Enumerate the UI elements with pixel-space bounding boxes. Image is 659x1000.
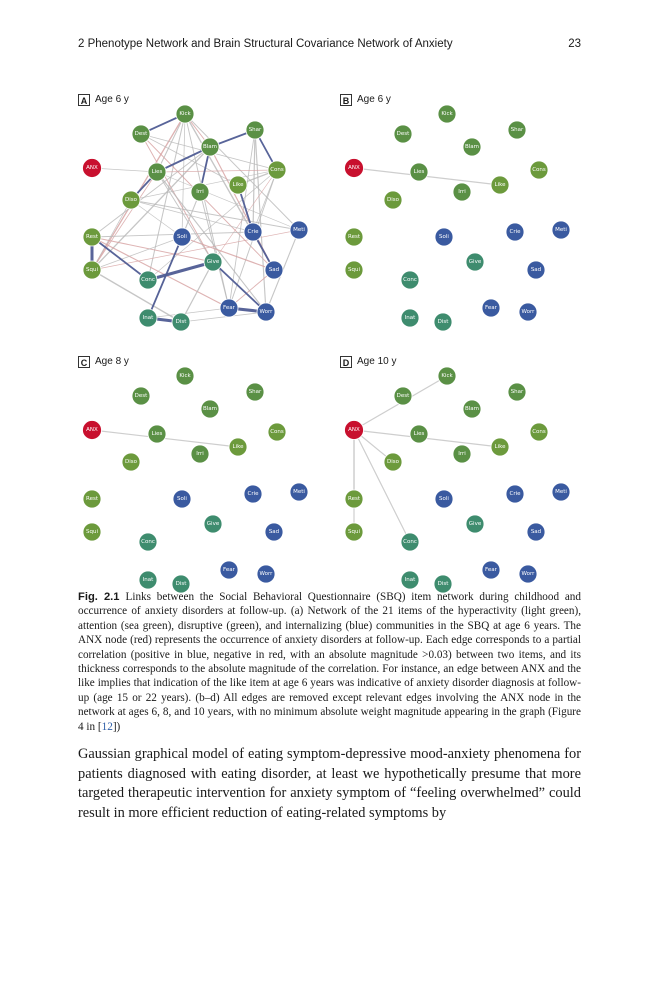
- panel-title: Age 8 y: [95, 356, 129, 367]
- panel-letter: A: [78, 94, 90, 106]
- node-label: ANX: [348, 427, 360, 433]
- network-panel-b: [340, 92, 590, 337]
- node-label: Soli: [177, 234, 187, 240]
- node-dest: [394, 125, 412, 143]
- node-squi: [345, 523, 363, 541]
- node-anx: [83, 159, 102, 178]
- node-label: Diso: [387, 459, 399, 465]
- node-label: Irri: [458, 189, 466, 195]
- node-inat: [401, 309, 419, 327]
- node-cons: [530, 423, 548, 441]
- node-cons: [530, 161, 548, 179]
- node-label: Inat: [404, 315, 416, 321]
- node-label: Give: [468, 259, 482, 265]
- node-worr: [257, 303, 275, 321]
- node-label: Sad: [530, 529, 542, 535]
- node-cons: [268, 423, 286, 441]
- node-blam: [463, 400, 481, 418]
- node-label: ANX: [86, 165, 98, 171]
- node-label: Worr: [521, 309, 535, 315]
- node-kick: [176, 105, 194, 123]
- node-label: Inat: [142, 577, 154, 583]
- node-label: Diso: [387, 197, 399, 203]
- node-conc: [139, 271, 157, 289]
- node-rest: [345, 490, 363, 508]
- node-meti: [290, 483, 308, 501]
- node-label: Meti: [293, 489, 305, 495]
- node-give: [466, 253, 484, 271]
- node-label: Cons: [270, 167, 284, 173]
- node-label: Squi: [348, 267, 360, 273]
- node-soli: [173, 228, 191, 246]
- node-label: Soli: [439, 496, 449, 502]
- node-label: Irri: [458, 451, 466, 457]
- node-label: Blam: [464, 406, 480, 412]
- node-label: Dist: [175, 319, 187, 325]
- figure-caption: [78, 590, 581, 734]
- node-anx: [83, 421, 102, 440]
- node-worr: [519, 565, 537, 583]
- node-label: Inat: [404, 577, 416, 583]
- node-label: Crie: [247, 491, 259, 497]
- node-irri: [191, 445, 209, 463]
- node-label: Conc: [403, 277, 417, 283]
- caption-text-end: ]): [112, 720, 121, 733]
- node-give: [204, 515, 222, 533]
- node-label: Inat: [142, 315, 154, 321]
- node-label: Kick: [441, 373, 453, 379]
- edge-shar-crie: [253, 130, 255, 232]
- panel-title: Age 6 y: [357, 94, 391, 105]
- node-label: Conc: [403, 539, 417, 545]
- node-label: Fear: [223, 567, 235, 573]
- node-label: Lies: [413, 431, 425, 437]
- chapter-title: 2 Phenotype Network and Brain Structural Covariance Network of Anxiety: [78, 38, 453, 50]
- node-dest: [394, 387, 412, 405]
- node-kick: [176, 367, 194, 385]
- node-label: Cons: [532, 167, 546, 173]
- node-soli: [173, 490, 191, 508]
- edge-kick-lies: [157, 114, 185, 172]
- node-lies: [410, 163, 428, 181]
- body-paragraph: Gaussian graphical model of eating symptom-depressive mood-anxiety phenomena for patients diagnosed with eating disorder, at least we hypothetically presume that more targeted therapeutic intervention for anxiety symptom of “feeling overwhelmed” could result in more efficient reduction of eating-related symptoms by: [78, 746, 581, 821]
- node-label: Give: [206, 259, 220, 265]
- node-like: [491, 176, 509, 194]
- node-label: Dest: [396, 131, 410, 137]
- node-dest: [132, 125, 150, 143]
- node-label: Lies: [151, 169, 163, 175]
- node-label: Squi: [86, 267, 98, 273]
- edge-anx-conc: [354, 430, 410, 542]
- node-kick: [438, 367, 456, 385]
- node-label: Sad: [268, 267, 280, 273]
- node-label: Crie: [509, 229, 521, 235]
- node-label: Rest: [348, 496, 360, 502]
- edge-diso-soli: [131, 200, 182, 237]
- node-sad: [265, 261, 283, 279]
- node-label: Shar: [248, 389, 262, 395]
- caption-text: Links between the Social Behavioral Questionnaire (SBQ) item network during childhood and occurrence of anxiety disorders at follow-up. (a) Network of the 21 items of the hyperactivity (light green), attention (sea green), disruptive (green), and internalizing (blue) communities in the SBQ at age 6 years. The ANX node (red) represents the occurrence of anxiety disorders at follow-up. Each edge corresponds to a partial correlation (positive in blue, negative in red, with an absolute magnitude >0.03) between two items, and its thickness corresponds to the absolute magnitude of the correlation. For instance, an edge between ANX and the like implies that indication of the like item at age 6 years was indicative of anxiety disorder diagnosis at follow-up (age 15 or 22 years). (b–d) All edges are removed except relevant edges involving the ANX node in the network at ages 6, 8, and 10 years, with no minimum absolute weight magnitude appearing in the graph (Figure 4 in [: [78, 591, 581, 733]
- node-label: Kick: [179, 111, 191, 117]
- network-panel-a: [78, 92, 328, 337]
- node-label: Fear: [485, 305, 497, 311]
- node-label: Like: [232, 444, 244, 450]
- node-rest: [345, 228, 363, 246]
- node-label: Dest: [134, 131, 148, 137]
- node-blam: [201, 400, 219, 418]
- node-label: Irri: [196, 451, 204, 457]
- node-label: Dist: [175, 581, 187, 587]
- network-graph: [340, 354, 590, 599]
- node-label: Dest: [396, 393, 410, 399]
- node-label: Like: [494, 182, 506, 188]
- node-label: Give: [468, 521, 482, 527]
- node-shar: [246, 121, 264, 139]
- node-anx: [345, 159, 364, 178]
- node-rest: [83, 228, 101, 246]
- node-squi: [345, 261, 363, 279]
- node-inat: [139, 309, 157, 327]
- node-lies: [148, 425, 166, 443]
- node-meti: [290, 221, 308, 239]
- node-kick: [438, 105, 456, 123]
- node-label: Dist: [437, 319, 449, 325]
- panel-title: Age 6 y: [95, 94, 129, 105]
- node-rest: [83, 490, 101, 508]
- node-label: Meti: [293, 227, 305, 233]
- node-soli: [435, 490, 453, 508]
- node-shar: [246, 383, 264, 401]
- node-crie: [244, 223, 262, 241]
- node-label: Dest: [134, 393, 148, 399]
- panel-letter: B: [340, 94, 352, 106]
- node-label: Cons: [532, 429, 546, 435]
- node-dest: [132, 387, 150, 405]
- panel-letter: D: [340, 356, 352, 368]
- panel-letter: C: [78, 356, 90, 368]
- edge-squi-dist: [92, 270, 181, 322]
- node-conc: [139, 533, 157, 551]
- node-blam: [201, 138, 219, 156]
- node-lies: [148, 163, 166, 181]
- node-dist: [172, 313, 190, 331]
- node-label: Sad: [530, 267, 542, 273]
- node-label: Blam: [202, 406, 218, 412]
- node-label: Kick: [179, 373, 191, 379]
- node-inat: [401, 571, 419, 589]
- node-squi: [83, 523, 101, 541]
- panel-title: Age 10 y: [357, 356, 397, 367]
- node-fear: [482, 561, 500, 579]
- node-irri: [453, 183, 471, 201]
- node-give: [204, 253, 222, 271]
- node-label: Soli: [439, 234, 449, 240]
- node-like: [491, 438, 509, 456]
- node-fear: [220, 561, 238, 579]
- node-worr: [257, 565, 275, 583]
- node-inat: [139, 571, 157, 589]
- node-meti: [552, 221, 570, 239]
- node-blam: [463, 138, 481, 156]
- node-shar: [508, 121, 526, 139]
- node-label: Conc: [141, 277, 155, 283]
- node-label: Fear: [485, 567, 497, 573]
- node-label: ANX: [86, 427, 98, 433]
- node-sad: [265, 523, 283, 541]
- node-anx: [345, 421, 364, 440]
- running-head: [78, 38, 581, 54]
- node-label: Shar: [510, 127, 524, 133]
- node-cons: [268, 161, 286, 179]
- network-panel-d: [340, 354, 590, 599]
- edge-soli-squi: [92, 237, 182, 270]
- node-label: Meti: [555, 489, 567, 495]
- page-number: 23: [568, 38, 581, 50]
- node-crie: [506, 223, 524, 241]
- edge-rest-crie: [92, 232, 253, 237]
- node-irri: [453, 445, 471, 463]
- citation-link[interactable]: 12: [101, 720, 113, 733]
- node-like: [229, 438, 247, 456]
- node-label: Dist: [437, 581, 449, 587]
- edge-soli-sad: [182, 237, 274, 270]
- edge-lies-squi: [92, 172, 157, 270]
- node-diso: [384, 191, 402, 209]
- node-label: Squi: [348, 529, 360, 535]
- edge-diso-crie: [131, 200, 253, 232]
- network-graph: [340, 92, 590, 337]
- node-label: Rest: [86, 234, 98, 240]
- node-diso: [122, 191, 140, 209]
- node-crie: [244, 485, 262, 503]
- node-label: ANX: [348, 165, 360, 171]
- node-label: Sad: [268, 529, 280, 535]
- network-graph: [78, 92, 328, 337]
- node-sad: [527, 523, 545, 541]
- node-label: Blam: [202, 144, 218, 150]
- node-label: Fear: [223, 305, 235, 311]
- node-label: Kick: [441, 111, 453, 117]
- node-diso: [384, 453, 402, 471]
- node-label: Worr: [259, 309, 273, 315]
- node-worr: [519, 303, 537, 321]
- node-label: Irri: [196, 189, 204, 195]
- node-label: Shar: [248, 127, 262, 133]
- node-label: Conc: [141, 539, 155, 545]
- node-soli: [435, 228, 453, 246]
- figure-label: Fig. 2.1: [78, 591, 120, 603]
- node-fear: [220, 299, 238, 317]
- node-diso: [122, 453, 140, 471]
- node-label: Like: [232, 182, 244, 188]
- node-squi: [83, 261, 101, 279]
- node-conc: [401, 533, 419, 551]
- node-label: Give: [206, 521, 220, 527]
- node-label: Rest: [348, 234, 360, 240]
- node-label: Lies: [413, 169, 425, 175]
- node-lies: [410, 425, 428, 443]
- node-label: Squi: [86, 529, 98, 535]
- node-crie: [506, 485, 524, 503]
- node-label: Like: [494, 444, 506, 450]
- node-fear: [482, 299, 500, 317]
- node-conc: [401, 271, 419, 289]
- node-label: Shar: [510, 389, 524, 395]
- node-label: Worr: [259, 571, 273, 577]
- network-panel-c: [78, 354, 328, 599]
- node-give: [466, 515, 484, 533]
- node-like: [229, 176, 247, 194]
- node-label: Soli: [177, 496, 187, 502]
- node-label: Lies: [151, 431, 163, 437]
- node-label: Diso: [125, 459, 137, 465]
- node-label: Crie: [509, 491, 521, 497]
- node-label: Worr: [521, 571, 535, 577]
- network-graph: [78, 354, 328, 599]
- node-meti: [552, 483, 570, 501]
- node-label: Blam: [464, 144, 480, 150]
- node-dist: [434, 313, 452, 331]
- node-label: Rest: [86, 496, 98, 502]
- node-shar: [508, 383, 526, 401]
- node-label: Diso: [125, 197, 137, 203]
- node-label: Meti: [555, 227, 567, 233]
- node-label: Crie: [247, 229, 259, 235]
- node-sad: [527, 261, 545, 279]
- node-label: Cons: [270, 429, 284, 435]
- node-irri: [191, 183, 209, 201]
